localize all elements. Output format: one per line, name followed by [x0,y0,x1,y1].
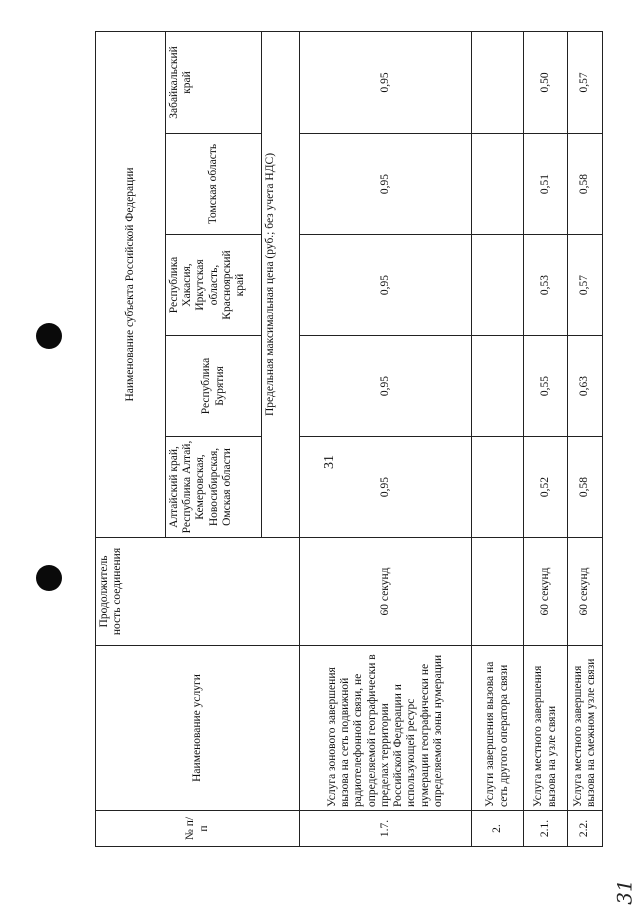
row-price: 0,95 [300,437,472,538]
header-region-1: Алтайский край, Республика Алтай, Кемеровская, Новосибирская, Омская области [166,437,262,538]
row-price: 0,57 [568,31,603,133]
row-price: 0,63 [568,336,603,437]
header-region-4: Томская область [166,134,262,235]
row-duration [472,538,524,646]
row-duration: 60 секунд [300,538,472,646]
page-number: 31 [322,455,337,469]
table-row [300,31,472,846]
tariff-table [95,31,603,847]
row-price: 0,50 [524,31,568,133]
row-num: 1.7. [300,811,472,847]
row-service: Услуга местного завершения вызова на смежном узле связи [568,646,603,811]
row-price [472,134,524,235]
header-region-3: Республика Хакасия, Иркутская область, Красноярский край [166,235,262,336]
row-price [472,336,524,437]
row-price: 0,95 [300,235,472,336]
header-duration: Продолжитель ность соединения [96,538,300,646]
header-service: Наименование услуги [96,646,300,811]
row-duration: 60 секунд [524,538,568,646]
binder-hole [36,565,62,591]
table-row [524,31,568,846]
binder-hole [36,323,62,349]
row-price: 0,95 [300,134,472,235]
row-price [472,437,524,538]
header-num: № п/п [96,811,300,847]
row-service: Услуга зонового завершения вызова на сеть подвижной радиотелефонной связи, не определяемой географически в пределах территории Российской Федерации и использующей ресурс нумерации географически не определяемой зоны нумерации [300,646,472,811]
table-row [472,31,524,846]
row-price: 0,51 [524,134,568,235]
row-price: 0,53 [524,235,568,336]
header-price-note: Предельная максимальная цена (руб.; без учета НДС) [262,31,300,537]
tariff-table-container [95,32,602,847]
row-price: 0,95 [300,31,472,133]
handwritten-page-number: 31 [612,879,637,905]
row-price: 0,58 [568,437,603,538]
row-price: 0,95 [300,336,472,437]
header-region-2: Республика Бурятия [166,336,262,437]
row-price [472,31,524,133]
row-price: 0,52 [524,437,568,538]
row-num: 2.1. [524,811,568,847]
row-service: Услуги завершения вызова на сеть другого оператора связи [472,646,524,811]
row-price: 0,58 [568,134,603,235]
header-region-5: Забайкальский край [166,31,262,133]
row-service: Услуга местного завершения вызова на узле связи [524,646,568,811]
header-subject-group: Наименование субъекта Российской Федерации [96,31,166,537]
row-num: 2.2. [568,811,603,847]
table-row [568,31,603,846]
row-duration: 60 секунд [568,538,603,646]
row-num: 2. [472,811,524,847]
row-price: 0,55 [524,336,568,437]
row-price: 0,57 [568,235,603,336]
row-price [472,235,524,336]
